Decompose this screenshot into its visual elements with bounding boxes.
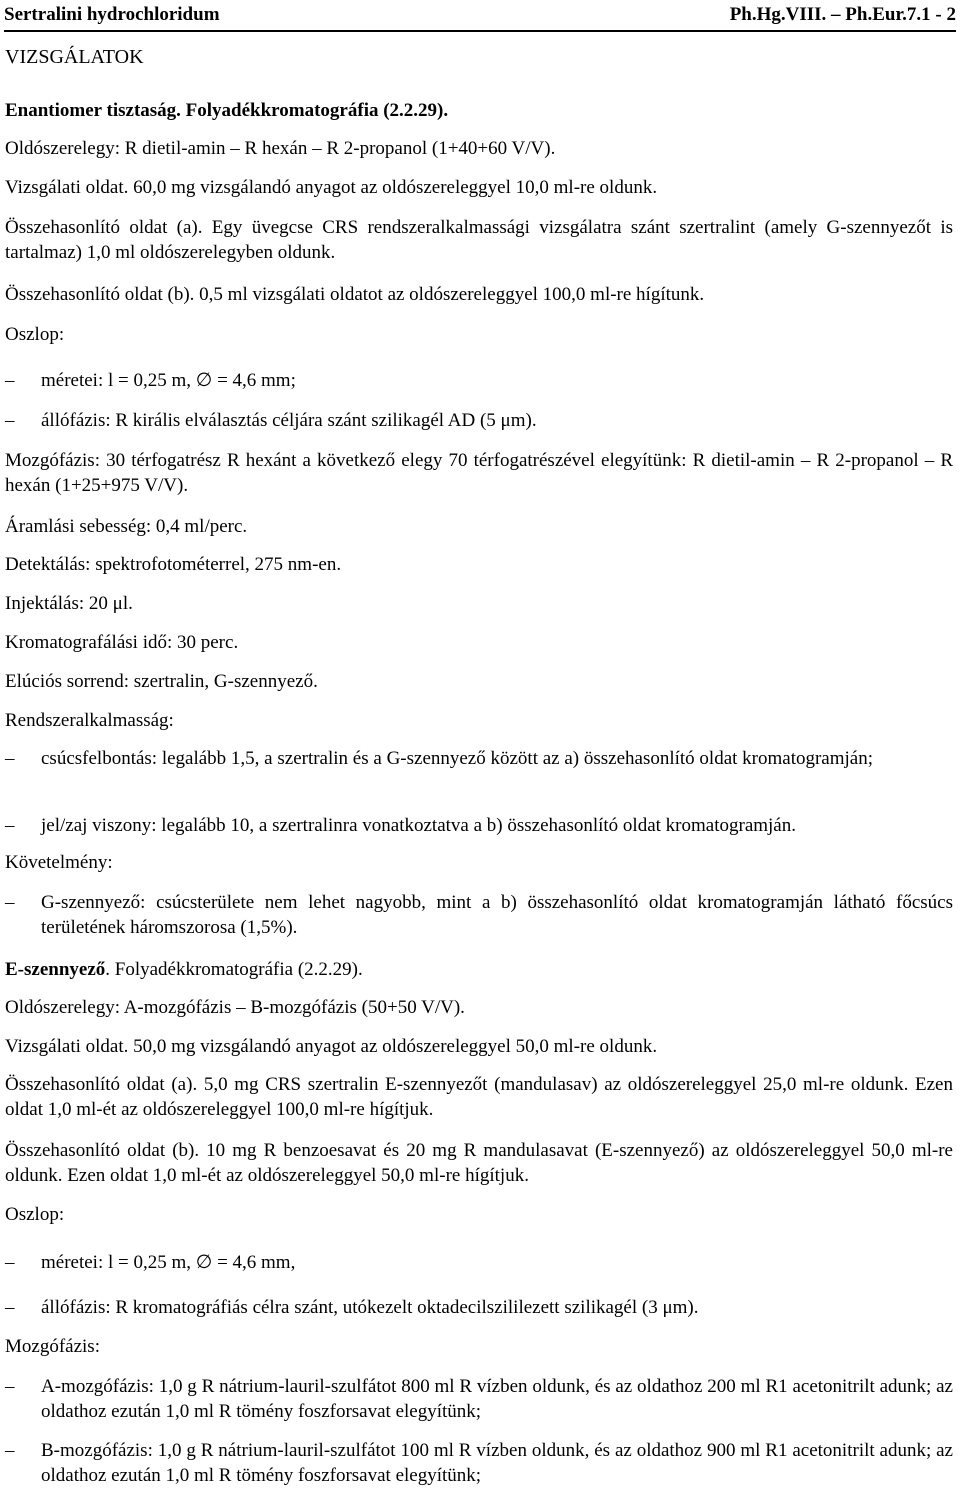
enantiomer-system-suitability-label: Rendszeralkalmasság:	[5, 710, 174, 731]
impurity-e-column-dimensions	[5, 1250, 953, 1275]
enantiomer-column-dimensions	[5, 368, 953, 393]
list-dash: –	[5, 370, 15, 391]
list-item-text: állófázis: R királis elválasztás céljára szánt szilikagél AD (5 μm).	[41, 410, 537, 431]
list-dash: –	[5, 1440, 15, 1461]
enantiomer-requirement-label: Követelmény:	[5, 852, 113, 873]
enantiomer-run-time: Kromatografálási idő: 30 perc.	[5, 632, 239, 653]
impurity-e-heading	[5, 957, 953, 982]
enantiomer-injection: Injektálás: 20 μl.	[5, 593, 133, 614]
list-dash: –	[5, 1252, 15, 1273]
enantiomer-elution-order: Elúciós sorrend: szertralin, G-szennyező.	[5, 671, 318, 692]
list-item-text: jel/zaj viszony: legalább 10, a szertralinra vonatkoztatva a b) összehasonlító oldat kromatogramján.	[41, 815, 796, 836]
list-dash: –	[5, 1376, 15, 1397]
enantiomer-stationary-phase	[5, 408, 953, 433]
header-title: Sertralini hydrochloridum	[4, 4, 220, 25]
list-dash: –	[5, 892, 15, 913]
enantiomer-signal-to-noise	[5, 813, 953, 838]
list-item-text: A-mozgófázis: 1,0 g R nátrium-lauril-szulfátot 800 ml R vízben oldunk, és az oldathoz 200 ml R1 acetonitrilt adunk; az oldathoz ezután 1,0 ml R tömény foszforsavat elegyítünk;	[41, 1376, 953, 1422]
section-title: VIZSGÁLATOK	[5, 46, 144, 68]
running-header	[4, 0, 956, 32]
enantiomer-solvent: Oldószerelegy: R dietil-amin – R hexán – R 2-propanol (1+40+60 V/V).	[5, 138, 556, 159]
impurity-e-solvent: Oldószerelegy: A-mozgófázis – B-mozgófázis (50+50 V/V).	[5, 997, 465, 1018]
list-item-text: méretei: l = 0,25 m, ∅ = 4,6 mm,	[41, 1252, 296, 1273]
impurity-e-reference-b: Összehasonlító oldat (b). 10 mg R benzoesavat és 20 mg R mandulasavat (E-szennyező) az oldószereleggyel 50,0 ml-re oldunk. Ezen oldat 1,0 ml-ét az oldószereleggyel 50,0 ml-re hígítjuk.	[5, 1140, 953, 1186]
list-dash: –	[5, 815, 15, 836]
enantiomer-mobile-phase: Mozgófázis: 30 térfogatrész R hexánt a következő elegy 70 térfogatrészével elegyítünk: R dietil-amin – R 2-propanol – R hexán (1+25+975 V/V).	[5, 450, 953, 496]
list-item-text: csúcsfelbontás: legalább 1,5, a szertralin és a G-szennyező között az a) összehasonlító oldat kromatogramján;	[41, 748, 874, 769]
enantiomer-reference-a: Összehasonlító oldat (a). Egy üvegcse CRS rendszeralkalmassági vizsgálatra szánt szertralint (amely G-szennyezőt is tartalmaz) 1,0 ml oldószerelegyben oldunk.	[5, 217, 953, 263]
list-dash: –	[5, 410, 15, 431]
header-reference: Ph.Hg.VIII. – Ph.Eur.7.1 - 2	[729, 4, 956, 25]
list-dash: –	[5, 1297, 15, 1318]
impurity-e-reference-a: Összehasonlító oldat (a). 5,0 mg CRS szertralin E-szennyezőt (mandulasav) az oldószereleggyel 25,0 ml-re oldunk. Ezen oldat 1,0 ml-ét az oldószereleggyel 100,0 ml-re hígítjuk.	[5, 1074, 953, 1120]
impurity-e-heading-rest: . Folyadékkromatográfia (2.2.29).	[105, 959, 363, 980]
enantiomer-resolution	[5, 746, 953, 771]
impurity-e-mobile-phase-a	[5, 1374, 953, 1424]
impurity-e-heading-bold: E-szennyező	[5, 959, 106, 980]
impurity-e-mobile-phase-b	[5, 1438, 953, 1488]
enantiomer-heading: Enantiomer tisztaság. Folyadékkromatográfia (2.2.29).	[5, 100, 449, 121]
impurity-e-test-solution: Vizsgálati oldat. 50,0 mg vizsgálandó anyagot az oldószereleggyel 50,0 ml-re oldunk.	[5, 1036, 658, 1057]
list-item-text: G-szennyező: csúcsterülete nem lehet nagyobb, mint a b) összehasonlító oldat kromatogramján látható főcsúcs területének háromszorosa (1,5%).	[41, 892, 953, 938]
enantiomer-test-solution: Vizsgálati oldat. 60,0 mg vizsgálandó anyagot az oldószereleggyel 10,0 ml-re oldunk.	[5, 177, 658, 198]
enantiomer-reference-b: Összehasonlító oldat (b). 0,5 ml vizsgálati oldatot az oldószereleggyel 100,0 ml-re hígítunk.	[5, 284, 705, 305]
list-item-text: állófázis: R kromatográfiás célra szánt, utókezelt oktadecilszililezett szilikagél (3 μm).	[41, 1297, 699, 1318]
list-item-text: B-mozgófázis: 1,0 g R nátrium-lauril-szulfátot 100 ml R vízben oldunk, és az oldathoz 900 ml R1 acetonitrilt adunk; az oldathoz ezután 1,0 ml R tömény foszforsavat elegyítünk;	[41, 1440, 953, 1486]
list-dash: –	[5, 748, 15, 769]
enantiomer-g-impurity-limit	[5, 890, 953, 940]
enantiomer-detection: Detektálás: spektrofotométerrel, 275 nm-en.	[5, 554, 342, 575]
list-item-text: méretei: l = 0,25 m, ∅ = 4,6 mm;	[41, 370, 296, 391]
enantiomer-column-label: Oszlop:	[5, 324, 65, 345]
impurity-e-column-label: Oszlop:	[5, 1204, 65, 1225]
impurity-e-mobile-phase-label: Mozgófázis:	[5, 1336, 100, 1357]
impurity-e-stationary-phase	[5, 1295, 953, 1320]
enantiomer-flow-rate: Áramlási sebesség: 0,4 ml/perc.	[5, 516, 248, 537]
